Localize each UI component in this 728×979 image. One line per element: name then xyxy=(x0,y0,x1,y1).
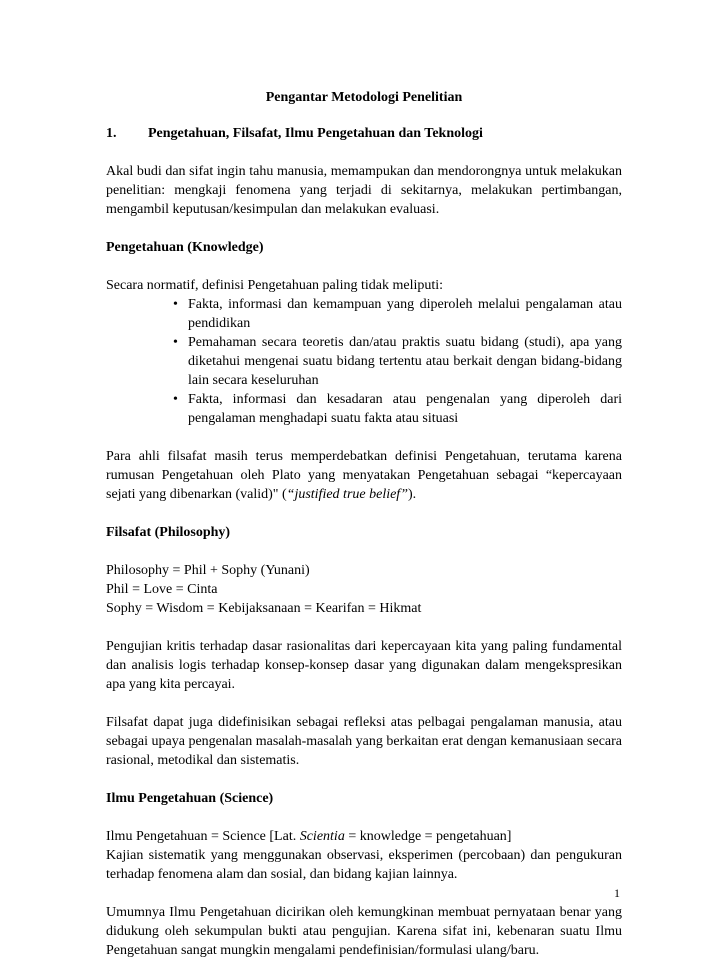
philosophy-paragraph-2: Filsafat dapat juga didefinisikan sebagai refleksi atas pelbagai pengalaman manusia, atau sebagai upaya pengenalan masalah-masalah yang berkaitan erat dengan kemanusiaan secara rasional, metodikal dan sistematis. xyxy=(106,715,622,768)
knowledge-bullet-list xyxy=(106,295,622,428)
bullet-icon: • xyxy=(173,335,178,350)
bullet-icon: • xyxy=(173,392,178,407)
document-title: Pengantar Metodologi Penelitian xyxy=(265,90,463,105)
page-number: 1 xyxy=(614,886,620,900)
definition-line: Sophy = Wisdom = Kebijaksanaan = Kearifan = Hikmat xyxy=(106,601,422,616)
document-page xyxy=(106,88,622,979)
list-item: • Fakta, informasi dan kesadaran atau pengenalan yang diperoleh dari pengalaman menghadapi suatu fakta atau situasi xyxy=(173,392,622,426)
definition-line: Phil = Love = Cinta xyxy=(106,582,218,597)
emphasis-text: Scientia xyxy=(299,829,345,844)
philosophy-paragraph-1: Pengujian kritis terhadap dasar rasionalitas dari kepercayaan kita yang paling fundamental dan analisis logis terhadap konsep-konsep dasar yang digunakan dalam mengekspresikan apa yang kita percayai. xyxy=(106,639,622,692)
knowledge-paragraph: Para ahli filsafat masih terus memperdebatkan definisi Pengetahuan, terutama karena rumusan Pengetahuan oleh Plato yang menyatakan Pengetahuan sebagai “kepercayaan sejati yang dibenarkan (valid)" (“justified true belief”). xyxy=(106,449,622,502)
science-description: Kajian sistematik yang menggunakan observasi, eksperimen (percobaan) dan pengukuran terhadap fenomena alam dan sosial, dan bidang kajian lainnya. xyxy=(106,848,622,882)
knowledge-heading: Pengetahuan (Knowledge) xyxy=(106,240,264,255)
science-definition: Ilmu Pengetahuan = Science [Lat. Scientia = knowledge = pengetahuan] xyxy=(106,829,512,844)
science-heading: Ilmu Pengetahuan (Science) xyxy=(106,791,274,806)
philosophy-definitions xyxy=(106,561,622,618)
intro-paragraph: Akal budi dan sifat ingin tahu manusia, memampukan dan mendorongnya untuk melakukan penelitian: mengkaji fenomena yang terjadi di sekitarnya, melakukan pertimbangan, mengambil keputusan/kesimpulan dan melakukan evaluasi. xyxy=(106,164,622,217)
section-title: Pengetahuan, Filsafat, Ilmu Pengetahuan dan Teknologi xyxy=(148,126,483,141)
section-heading xyxy=(106,124,622,143)
definition-line: Philosophy = Phil + Sophy (Yunani) xyxy=(106,563,310,578)
bullet-icon: • xyxy=(173,297,178,312)
science-paragraph: Umumnya Ilmu Pengetahuan dicirikan oleh kemungkinan membuat pernyataan benar yang didukung oleh sekumpulan bukti atau pengujian. Karena sifat ini, kebenaran suatu Ilmu Pengetahuan sangat mungkin mengalami pendefinisian/formulasi ulang/baru. xyxy=(106,905,622,958)
emphasis-text: “justified true belief” xyxy=(286,487,408,502)
philosophy-heading: Filsafat (Philosophy) xyxy=(106,525,231,540)
section-number: 1. xyxy=(106,126,117,141)
list-item: • Fakta, informasi dan kemampuan yang diperoleh melalui pengalaman atau pendidikan xyxy=(173,297,622,331)
list-item: • Pemahaman secara teoretis dan/atau praktis suatu bidang (studi), apa yang diketahui mengenai suatu bidang tertentu atau berkait dengan bidang-bidang lain secara keseluruhan xyxy=(173,335,622,388)
knowledge-lead: Secara normatif, definisi Pengetahuan paling tidak meliputi: xyxy=(106,278,444,293)
